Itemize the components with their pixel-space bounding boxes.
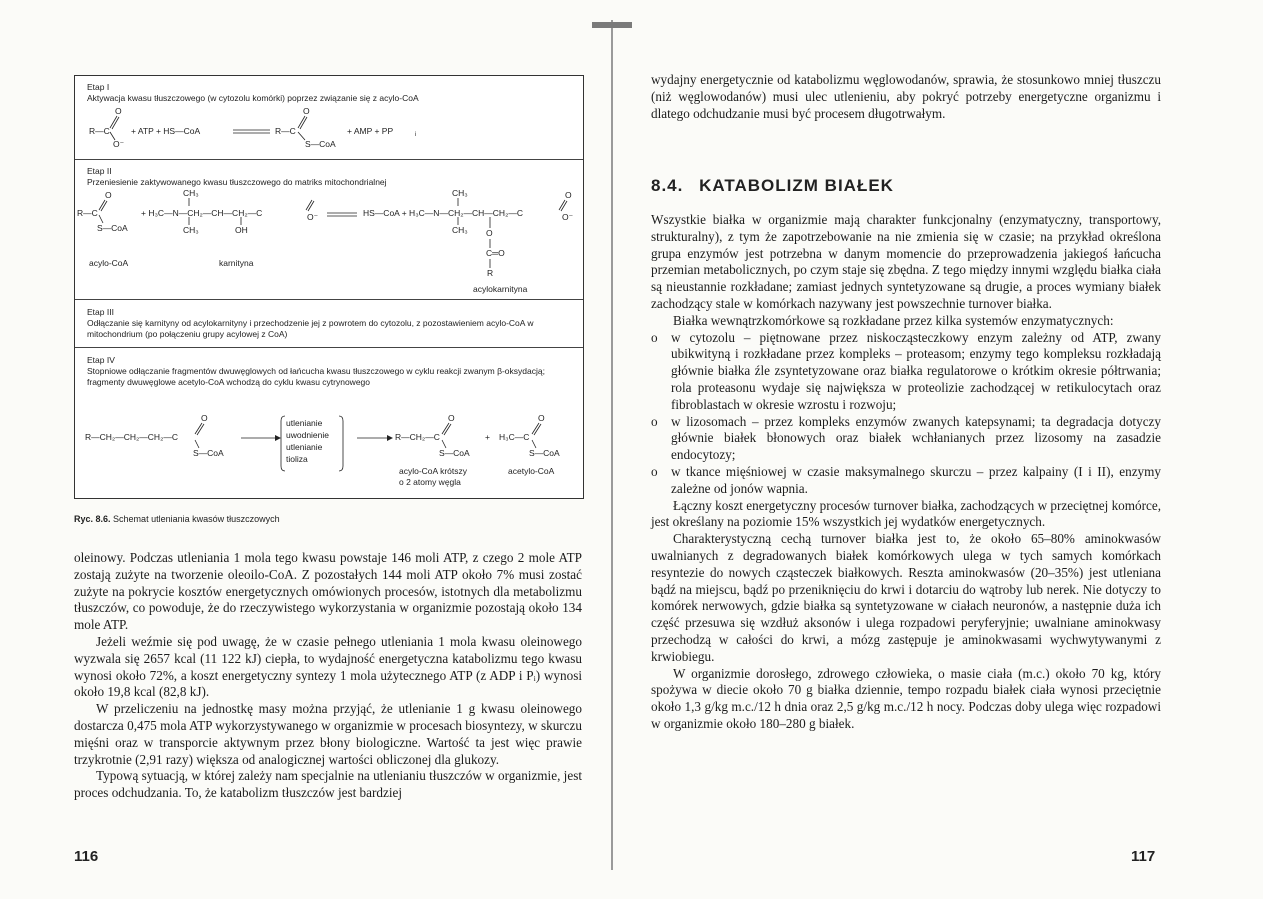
list-item: o w cytozolu – piętnowane przez niskocząsteczkowy enzym zależny od ATP, zwany ubikwityną i rozkładane przez kompleks – proteasom; enzymy tego kompleksu rozkładają głównie białka źle zsyntetyzowane oraz białka regulatorowe o krótkim okresie półtrwania; rola proteasonu wydaje się największa w proteolizie zachodzącej w retikulocytach oraz fibroblastach w okresie wzrostu i rozwoju; [651,330,1161,414]
stage-2-karnityna: karnityna [219,258,254,268]
right-paragraph-1: Wszystkie białka w organizmie mają charakter funkcjonalny (enzymatyczny, transportowy, strukturalny), z tym że zapotrzebowanie na nie zmienia się w czasie; na przykład określona grupa enzymów jest potrzebna w danym momencie do przeprowadzenia jakiegoś łańcucha przemian metabolicznych, po czym staje się zbędna. Z tego między innymi względu białka ciała są nieustannie rozkładane; zamiast jednych syntetyzowane są drugie, a proces wymiany białek zachodzący stale w komórkach nazywany jest powszechnie turnover białka. [651,212,1161,311]
stage-2-acylo-coa: acylo-CoA [89,258,129,268]
stage-4-product1: R—CH₂—C [395,432,440,442]
figure-caption [74,514,280,524]
right-intro [651,72,1161,122]
stage-4-acylo-shorter: acylo-CoA krótszy [399,466,468,476]
page-number-left: 116 [74,848,99,865]
stage-4-p2-s: S—CoA [529,448,560,458]
left-page [0,0,612,899]
stage-4-plus: + [485,432,490,442]
stage-2-ch3-r-bottom: CH₃ [452,225,468,235]
stage-2-ch3-r-top: CH₃ [452,188,468,198]
stage-4-title: Etap IV [87,355,115,365]
right-paragraph-4: Charakterystyczną cechą turnover białka jest to, że około 65–80% aminokwasów uwalnianych z degradowanych białek komórkowych ulega w tych samych komórkach resyntezie do nowych cząsteczek białkowych. Reszta aminokwasów (20–35%) jest utleniana bądź na miejscu, bądź po przeniknięciu do krwi i dotarciu do wątroby lub nerek. Nie dotyczy to komórek nerwowych, gdzie białka są syntetyzowane w ciałach neuronów, a następnie duża ich część przesuwa się wzdłuż aksonów i ulega rozpadowi peryferyjnie; uwalniane aminokwasy przechodzą w całości do krwi, a mózg zastępuje je aminokwasami wychwytywanymi z krwiobiegu. [651,531,1161,664]
stage-4 [75,348,583,498]
left-paragraph-1: oleinowy. Podczas utleniania 1 mola tego kwasu powstaje 146 moli ATP, z czego 2 mole ATP zostają zużyte na tworzenie oleoilo-CoA. Z pozostałych 144 moli ATP około 7% musi zostać zużyte na pokrycie kosztów energetycznych omówionych procesów, istotnych dla metabolizmu tłuszczów, co powoduje, że do rzeczywistego wykorzystania w organizmie pozostają około 134 mole ATP. [74,550,582,633]
stage-4-p2-o: O [538,413,545,423]
stage-3-desc: Odłączanie się karnityny od acylokarnityny i przechodzenie jej z powrotem do cytozolu, z pozostawieniem acylo-CoA w mitochondrium (po połączeniu grupy acylowej z CoA) [87,318,534,339]
list-item: o w tkance mięśniowej w czasie maksymalnego skurczu – przez kalpainy (I i II), enzymy zależne od jonów wapnia. [651,464,1161,498]
stage-1-title: Etap I [87,82,110,92]
stage-1-o-top: O [115,106,122,116]
section-number: 8.4. [651,176,684,195]
stage-4-step-3: utlenianie [286,442,323,452]
stage-1-sub-i: i [415,132,417,138]
stage-1-o2: O [303,106,310,116]
stage-4-step-1: utlenianie [286,418,323,428]
stage-4-o: O [201,413,208,423]
stage-1-o-minus: O⁻ [113,139,125,149]
list-item: o w lizosomach – przez kompleks enzymów zwanych katepsynami; ta degradacja dotyczy głównie białek błonowych oraz białek wchłanianych przez lizosomy na zasadzie endocytozy; [651,414,1161,464]
stage-2-oh: OH [235,225,248,235]
enzyme-systems-list [651,330,1161,498]
stage-4-step-4: tioliza [286,454,308,464]
stage-4-acetylo: acetylo-CoA [508,466,555,476]
stage-2 [75,160,583,300]
stage-1-r2: R—C [275,126,296,136]
stage-2-product-formula: HS—CoA + H₃C—N—CH₂—CH—CH₂—C [363,208,524,218]
stage-4-product2: H₃C—C [499,432,530,442]
section-title: KATABOLIZM BIAŁEK [699,176,894,195]
stage-2-bonds [75,160,583,300]
stage-2-desc: Przeniesienie zaktywowanego kwasu tłuszczowego do matriks mitochondrialnej [87,177,387,187]
stage-2-c-o: C═O [486,248,505,258]
stage-2-o-r2: O [565,190,572,200]
stage-2-acylokarnityna: acylokarnityna [473,284,528,294]
right-body-text [651,212,1161,733]
stage-2-s-coa: S—CoA [97,223,128,233]
stage-2-ch3-bottom: CH₃ [183,225,199,235]
left-paragraph-3: W przeliczeniu na jednostkę masy można przyjąć, że utlenianie 1 g kwasu oleinowego dostarcza 0,475 mola ATP wykorzystywanego w organizmie w procesach biosyntezy, w skurczu mięśni oraz w transporcie aktywnym przez błony biologiczne. Wartość ta jest więc prawie trzykrotnie (2,91 razy) większa od analogicznej wartości obliczonej dla glukozy. [74,701,582,767]
book-spine [611,20,613,870]
right-paragraph-2: Białka wewnątrzkomórkowe są rozkładane przez kilka systemów enzymatycznych: [673,312,1114,328]
left-paragraph-4: Typową sytuacją, w której zależy nam specjalnie na utlenianiu tłuszczów w organizmie, jest proces odchudzania. To, że katabolizm tłuszczów jest bardziej [74,768,582,801]
stage-4-p1-s: S—CoA [439,448,470,458]
right-intro-paragraph: wydajny energetycznie od katabolizmu węglowodanów, sprawia, że stosunkowo mniej tłuszczu (niż węglowodanów) musi ulec utlenieniu, aby pokryć potrzeby energetyczne organizmu i dlatego odchudzanie musi być procesem długotrwałym. [651,72,1161,121]
stage-3-title: Etap III [87,307,114,317]
stage-1-plus-atp: + ATP + HS—CoA [131,126,201,136]
stage-2-ch3-top: CH₃ [183,188,199,198]
stage-2-r-c: R—C [77,208,98,218]
stage-2-o-r: O [486,228,493,238]
left-paragraph-2: Jeżeli weźmie się pod uwagę, że w czasie pełnego utleniania 1 mola kwasu oleinowego wyzwala się 2657 kcal (11 122 kJ) ciepła, to wydajność energetyczna katabolizmu tego kwasu wynosi około 72%, a koszt energetyczny syntezy 1 mola użytecznego ATP (z ADP i Pᵢ) wynosi około 19,8 kcal (82,8 kJ). [74,633,582,700]
stage-1-s-coa: S—CoA [305,139,336,149]
stage-4-desc: Stopniowe odłączanie fragmentów dwuwęglowych od łańcucha kwasu tłuszczowego w cyklu reakcji zwanym β-oksydacją; fragmenty dwuwęglowe acetylo-CoA wchodzą do cyklu kwasu cytrynowego [87,366,545,387]
stage-2-o-minus: O⁻ [307,212,319,222]
stage-4-step-2: uwodnienie [286,430,330,440]
section-heading [651,176,894,196]
stage-4-bonds [75,348,583,498]
stage-1 [75,76,583,160]
stage-4-acylo-shorter-2: o 2 atomy węgla [399,477,461,487]
stage-2-karnityna-formula: + H₃C—N—CH₂—CH—CH₂—C [141,208,263,218]
stage-1-plus-amp: + AMP + PP [347,126,394,136]
stage-2-o: O [105,190,112,200]
left-body-text [74,550,582,802]
stage-4-p1-o: O [448,413,455,423]
stage-2-o-r-minus: O⁻ [562,212,574,222]
caption-label: Ryc. 8.6. [74,514,111,524]
stage-4-chain: R—CH₂—CH₂—CH₂—C [85,432,179,442]
stage-1-desc: Aktywacja kwasu tłuszczowego (w cytozolu komórki) poprzez związanie się z acylo-CoA [87,93,419,103]
figure-fatty-acid-oxidation [74,75,584,499]
stage-4-s-coa: S—CoA [193,448,224,458]
stage-2-title: Etap II [87,166,112,176]
page-number-right: 117 [1131,848,1156,865]
caption-text: Schemat utleniania kwasów tłuszczowych [113,514,280,524]
right-paragraph-3: Łączny koszt energetyczny procesów turnover białka, zachodzących w przeciętnej komórce, jest określany na poziomie 15% wszystkich jej wydatków energetycznych. [651,497,1161,530]
stage-2-r: R [487,268,494,278]
stage-3 [75,300,583,348]
stage-1-r1: R—C [89,126,110,136]
right-paragraph-5: W organizmie dorosłego, zdrowego człowieka, o masie ciała (m.c.) około 70 kg, który spożywa w diecie około 70 g białka dziennie, tempo rozpadu białek ciała wynosi przeciętnie około 1,3 g/kg m.c./12 h dnia oraz 2,5 g/kg m.c./12 h nocy. Podczas doby ulega więc rozpadowi w organizmie około 180–280 g białek. [651,665,1161,731]
